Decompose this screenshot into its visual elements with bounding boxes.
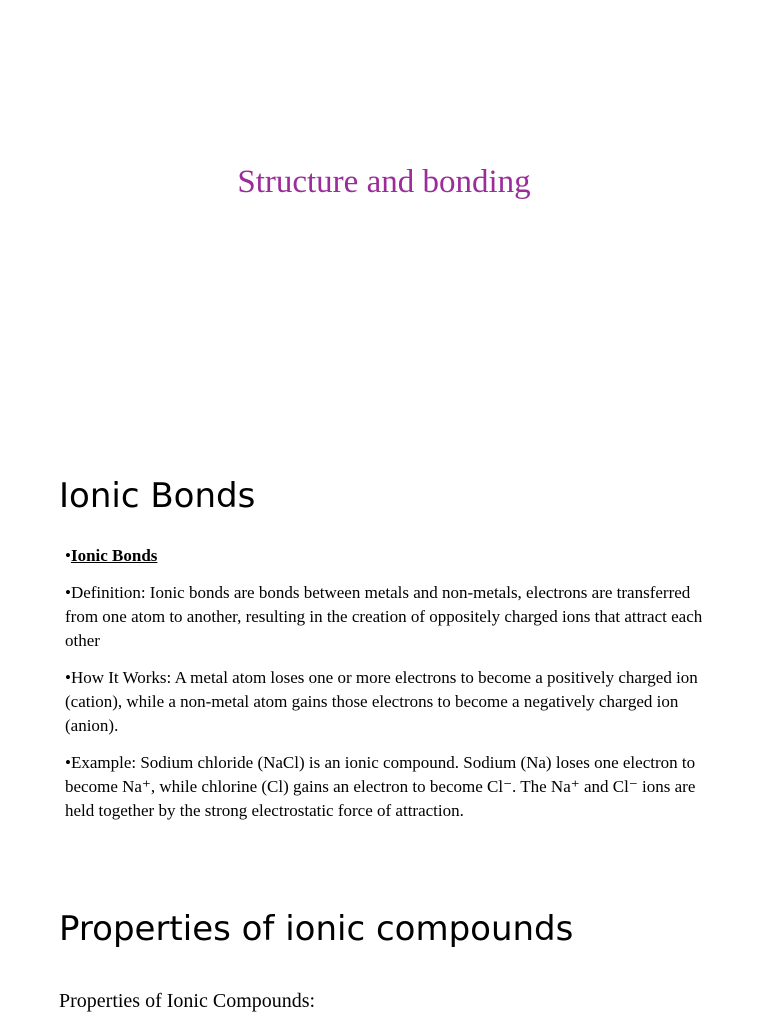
bullet-item-example <box>65 751 715 823</box>
bullet-definition-text: Definition: Ionic bonds are bonds between metals and non-metals, electrons are transferred from one atom to another, resulting in the creation of oppositely charged ions that attract each other <box>65 583 703 650</box>
bullet-subheading-text: Ionic Bonds <box>70 546 158 565</box>
bullet-marker: • <box>65 753 71 772</box>
document-title: Structure and bonding <box>237 164 531 200</box>
bullet-item-definition <box>65 581 715 653</box>
bullet-item-subheading <box>65 544 715 568</box>
bullet-marker: • <box>65 668 71 687</box>
ionic-bonds-heading: Ionic Bonds <box>59 476 256 516</box>
bullet-item-how-it-works <box>65 666 715 738</box>
properties-intro-text: Properties of Ionic Compounds: <box>59 990 316 1012</box>
bullet-marker: • <box>65 546 71 565</box>
ionic-bonds-bullet-list <box>65 544 715 836</box>
properties-heading: Properties of ionic compounds <box>59 909 574 949</box>
bullet-example-text: Example: Sodium chloride (NaCl) is an ionic compound. Sodium (Na) loses one electron to become Na⁺, while chlorine (Cl) gains an electron to become Cl⁻. The Na⁺ and Cl⁻ ions are held together by the strong electrostatic force of attraction. <box>65 753 696 820</box>
bullet-marker: • <box>65 583 71 602</box>
bullet-how-it-works-text: How It Works: A metal atom loses one or more electrons to become a positively charged ion (cation), while a non-metal atom gains those electrons to become a negatively charged ion (anion). <box>65 668 698 735</box>
